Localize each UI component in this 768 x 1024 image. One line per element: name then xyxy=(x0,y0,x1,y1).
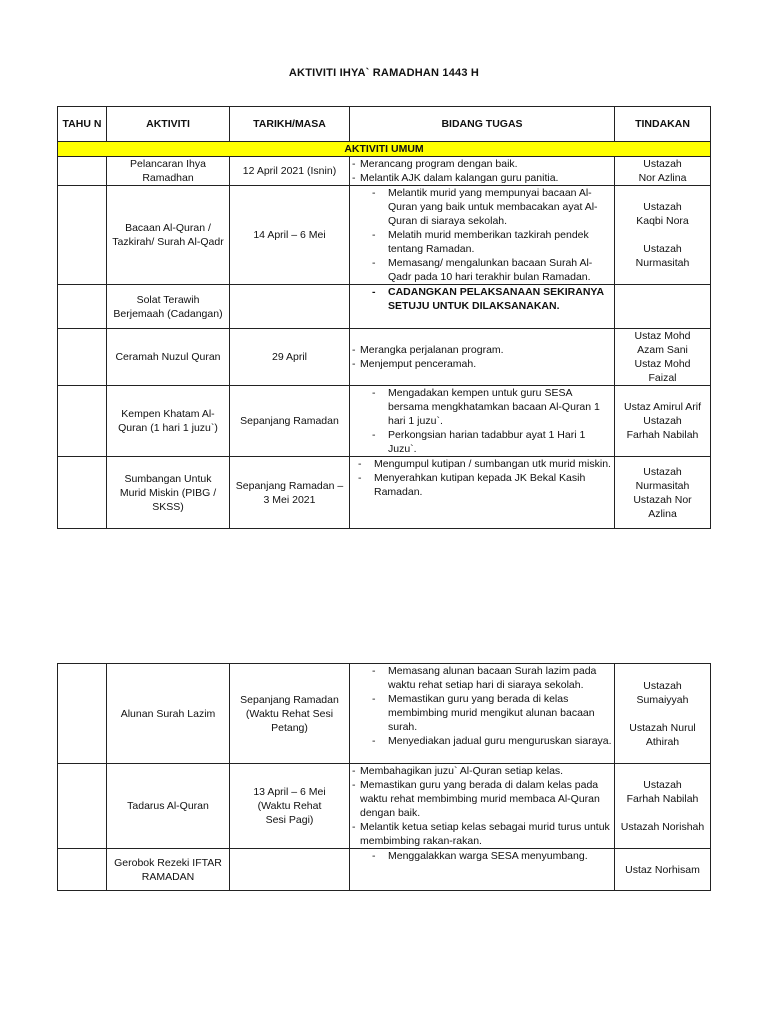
table-row xyxy=(58,849,711,891)
person-line: Farhah Nabilah xyxy=(626,793,699,805)
tarikh-cell: Sepanjang Ramadan xyxy=(230,386,350,457)
activity-table-part-2 xyxy=(57,663,711,891)
person-line: Nurmasitah xyxy=(635,257,690,269)
person-line: Azlina xyxy=(648,507,677,520)
tindakan-cell xyxy=(615,664,711,764)
tarikh-cell: 14 April – 6 Mei xyxy=(230,186,350,285)
tarikh-cell: Sepanjang Ramadan – 3 Mei 2021 xyxy=(230,457,350,529)
person-line: Ustaz Amirul Arif xyxy=(623,401,702,413)
person-line: Farhah Nabilah xyxy=(626,429,699,441)
table-row xyxy=(58,764,711,849)
aktiviti-cell: Gerobok Rezeki IFTAR RAMADAN xyxy=(107,849,230,891)
bidang-cell xyxy=(350,386,615,457)
tahun-cell xyxy=(58,329,107,386)
duty-item: - Menyediakan jadual guru menguruskan siaraya. xyxy=(352,734,612,748)
section-banner: AKTIVITI UMUM xyxy=(58,142,711,157)
tarikh-cell: Sepanjang Ramadan (Waktu Rehat Sesi Petang) xyxy=(230,664,350,764)
duty-item: - Memastikan guru yang berada di kelas membimbing murid mengikut alunan bacaan surah. xyxy=(352,692,612,734)
table-header-row xyxy=(58,107,711,142)
spacer xyxy=(618,806,707,820)
person-line: Ustazah Nurul xyxy=(629,721,696,734)
header-tahun: TAHU N xyxy=(58,107,107,142)
section-banner-row xyxy=(58,142,711,157)
duty-item: - Perkongsian harian tadabbur ayat 1 Hari 1 Juzu`. xyxy=(352,428,612,456)
tindakan-cell xyxy=(615,285,711,329)
person-line: Ustazah Norishah xyxy=(620,821,705,833)
bidang-cell xyxy=(350,764,615,849)
tahun-cell xyxy=(58,457,107,529)
duty-item: - Membahagikan juzu` Al-Quran setiap kelas. xyxy=(352,764,612,778)
person-line: Ustazah xyxy=(643,779,682,791)
aktiviti-cell: Bacaan Al-Quran / Tazkirah/ Surah Al-Qadr xyxy=(107,186,230,285)
bidang-cell xyxy=(350,285,615,329)
duty-item: - Mengumpul kutipan / sumbangan utk murid miskin. xyxy=(338,457,612,471)
aktiviti-cell: Solat Terawih Berjemaah (Cadangan) xyxy=(107,285,230,329)
duty-item: - Memasang alunan bacaan Surah lazim pada waktu rehat setiap hari di siaraya sekolah. xyxy=(352,664,612,692)
person-line: Nurmasitah xyxy=(635,479,690,492)
tindakan-cell xyxy=(615,849,711,891)
spacer xyxy=(618,228,707,242)
tindakan-cell xyxy=(615,386,711,457)
table-row xyxy=(58,157,711,186)
duty-item: - Melantik AJK dalam kalangan guru panitia. xyxy=(352,171,612,185)
tindakan-cell xyxy=(615,186,711,285)
spacer xyxy=(618,707,707,721)
duty-item: - Melantik murid yang mempunyai bacaan Al-Quran yang baik untuk membacakan ayat Al-Quran di siaraya sekolah. xyxy=(352,186,612,228)
duty-item: - Melantik ketua setiap kelas sebagai murid turus untuk membimbing rakan-rakan. xyxy=(352,820,612,848)
duty-item: - Mengadakan kempen untuk guru SESA bersama mengkhatamkan bacaan Al-Quran 1 hari 1 juzu`. xyxy=(352,386,612,428)
bidang-cell xyxy=(350,157,615,186)
person-line: Kaqbi Nora xyxy=(636,215,689,227)
table-row xyxy=(58,457,711,529)
tahun-cell xyxy=(58,285,107,329)
bidang-cell xyxy=(350,664,615,764)
tindakan-cell xyxy=(615,157,711,186)
bidang-cell xyxy=(350,849,615,891)
duty-item: - Memasang/ mengalunkan bacaan Surah Al-Qadr pada 10 hari terakhir bulan Ramadan. xyxy=(352,256,612,284)
person-line: Athirah xyxy=(645,735,680,748)
table-row xyxy=(58,386,711,457)
table-row xyxy=(58,329,711,386)
person-line: Ustazah xyxy=(643,415,682,427)
person-line: Ustazah Nor xyxy=(633,493,692,506)
tahun-cell xyxy=(58,386,107,457)
person-line: Faizal xyxy=(648,372,677,384)
person-line: Ustazah xyxy=(643,465,682,478)
tindakan-cell xyxy=(615,764,711,849)
tarikh-cell: 29 April xyxy=(230,329,350,386)
duty-item: - Memastikan guru yang berada di dalam kelas pada waktu rehat membimbing murid membaca Al-Quran dengan baik. xyxy=(352,778,612,820)
tarikh-cell xyxy=(230,285,350,329)
person-line: Ustazah xyxy=(643,243,682,255)
person-line: Ustazah xyxy=(643,158,682,170)
duty-item: - Menyerahkan kutipan kepada JK Bekal Kasih Ramadan. xyxy=(338,471,612,499)
person-line: Azam Sani xyxy=(637,344,688,356)
tarikh-cell xyxy=(230,849,350,891)
duty-item: - CADANGKAN PELAKSANAAN SEKIRANYA SETUJU UNTUK DILAKSANAKAN. xyxy=(352,285,612,313)
person-line: Ustaz Mohd xyxy=(634,330,691,342)
header-aktiviti: AKTIVITI xyxy=(107,107,230,142)
tindakan-cell xyxy=(615,457,711,529)
tarikh-cell: 13 April – 6 Mei (Waktu Rehat Sesi Pagi) xyxy=(230,764,350,849)
table-row xyxy=(58,285,711,329)
person-line: Ustaz Mohd xyxy=(634,358,691,370)
aktiviti-cell: Sumbangan Untuk Murid Miskin (PIBG / SKSS) xyxy=(107,457,230,529)
aktiviti-cell: Tadarus Al-Quran xyxy=(107,764,230,849)
aktiviti-cell: Kempen Khatam Al-Quran (1 hari 1 juzu`) xyxy=(107,386,230,457)
bidang-cell xyxy=(350,457,615,529)
person-line: Ustazah xyxy=(643,201,682,213)
header-tindakan: TINDAKAN xyxy=(615,107,711,142)
person-line: Ustaz Norhisam xyxy=(625,863,700,876)
tindakan-cell xyxy=(615,329,711,386)
tahun-cell xyxy=(58,664,107,764)
duty-item: - Merangka perjalanan program. xyxy=(352,343,612,357)
table-row xyxy=(58,186,711,285)
activity-table-part-1 xyxy=(57,106,711,529)
aktiviti-cell: Ceramah Nuzul Quran xyxy=(107,329,230,386)
tahun-cell xyxy=(58,157,107,186)
person-line: Nor Azlina xyxy=(638,172,687,184)
duty-item: - Merancang program dengan baik. xyxy=(352,157,612,171)
bidang-cell xyxy=(350,186,615,285)
header-tarikh: TARIKH/MASA xyxy=(230,107,350,142)
tahun-cell xyxy=(58,186,107,285)
person-line: Ustazah xyxy=(643,679,682,692)
duty-item: - Menggalakkan warga SESA menyumbang. xyxy=(352,849,612,863)
aktiviti-cell: Pelancaran Ihya Ramadhan xyxy=(107,157,230,186)
tahun-cell xyxy=(58,849,107,891)
table-row xyxy=(58,664,711,764)
person-line: Sumaiyyah xyxy=(636,693,689,706)
tahun-cell xyxy=(58,764,107,849)
aktiviti-cell: Alunan Surah Lazim xyxy=(107,664,230,764)
header-bidang: BIDANG TUGAS xyxy=(350,107,615,142)
bidang-cell xyxy=(350,329,615,386)
document-title: AKTIVITI IHYA` RAMADHAN 1443 H xyxy=(288,67,480,79)
duty-item: - Melatih murid memberikan tazkirah pendek tentang Ramadan. xyxy=(352,228,612,256)
duty-item: - Menjemput penceramah. xyxy=(352,357,612,371)
tarikh-cell: 12 April 2021 (Isnin) xyxy=(230,157,350,186)
